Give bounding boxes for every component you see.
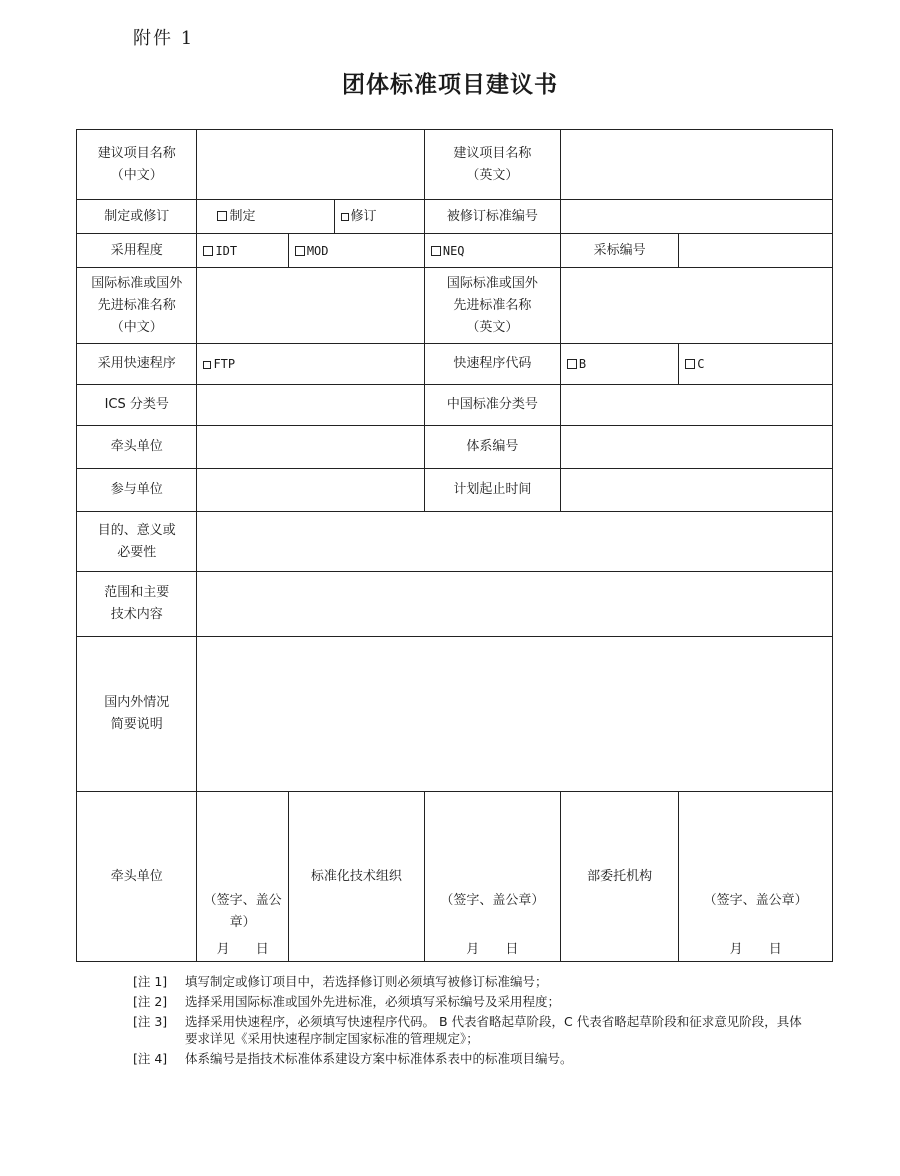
adopted-std-no-label: 采标编号: [560, 234, 678, 268]
make-or-revise-label: 制定或修订: [77, 200, 197, 234]
revise-option[interactable]: 修订: [334, 200, 424, 234]
system-no-field[interactable]: [560, 426, 832, 469]
adoption-degree-label: 采用程度: [77, 234, 197, 268]
note-text: 选择采用国际标准或国外先进标准，必须填写采标编号及采用程度；: [185, 994, 561, 1009]
idt-checkbox[interactable]: [203, 246, 213, 256]
participants-label: 参与单位: [77, 469, 197, 512]
project-name-cn-label: 建议项目名称 （中文）: [77, 130, 197, 200]
situation-label: 国内外情况 简要说明: [77, 637, 197, 792]
note-text: 选择采用快速程序，必须填写快速程序代码。 B 代表省略起草阶段，C 代表省略起草阶段和征求意见阶段，具体要求详见《采用快速程序制定国家标准的管理规定》；: [185, 1014, 802, 1046]
sign-lead-unit-cell[interactable]: [197, 792, 288, 962]
revised-std-no-label: 被修订标准编号: [424, 200, 560, 234]
intl-std-name-cn-label: 国际标准或国外 先进标准名称 （中文）: [77, 268, 197, 344]
b-option[interactable]: B: [560, 344, 678, 385]
scope-field[interactable]: [197, 572, 833, 637]
proposal-form-table: [76, 129, 833, 962]
note-1: [133, 973, 813, 990]
idt-option[interactable]: IDT: [197, 234, 288, 268]
fast-procedure-code-label: 快速程序代码: [424, 344, 560, 385]
revise-checkbox[interactable]: [341, 213, 349, 221]
sign-ministry-cell[interactable]: [679, 792, 833, 962]
project-name-en-field[interactable]: [560, 130, 832, 200]
participants-field[interactable]: [197, 469, 424, 512]
ministry-date-text: 月 日: [729, 942, 782, 957]
sign-lead-unit-label: 牵头单位: [77, 792, 197, 962]
purpose-label: 目的、意义或 必要性: [77, 512, 197, 572]
scope-label: 范围和主要 技术内容: [77, 572, 197, 637]
c-checkbox[interactable]: [685, 359, 695, 369]
note-2: [133, 993, 813, 1010]
situation-field[interactable]: [197, 637, 833, 792]
attachment-label: 附件 1: [133, 28, 195, 49]
purpose-field[interactable]: [197, 512, 833, 572]
note-tag: [注 4]: [133, 1051, 168, 1066]
lead-unit-date-text: 月 日: [216, 942, 269, 957]
mod-option[interactable]: MOD: [288, 234, 424, 268]
intl-std-name-cn-field[interactable]: [197, 268, 424, 344]
note-3: [133, 1013, 813, 1047]
ics-label: ICS 分类号: [77, 385, 197, 426]
neq-checkbox[interactable]: [431, 246, 441, 256]
note-tag: [注 2]: [133, 994, 168, 1009]
ftp-option[interactable]: FTP: [197, 344, 424, 385]
sign-tech-org-label: 标准化技术组织: [288, 792, 424, 962]
lead-unit-field[interactable]: [197, 426, 424, 469]
ministry-seal-text: （签字、盖公章）: [703, 893, 808, 908]
china-std-class-field[interactable]: [560, 385, 832, 426]
fast-procedure-label: 采用快速程序: [77, 344, 197, 385]
tech-org-seal-text: （签字、盖公章）: [440, 893, 545, 908]
plan-period-label: 计划起止时间: [424, 469, 560, 512]
make-checkbox[interactable]: [217, 211, 227, 221]
lead-unit-label: 牵头单位: [77, 426, 197, 469]
intl-std-name-en-field[interactable]: [560, 268, 832, 344]
project-name-cn-field[interactable]: [197, 130, 424, 200]
project-name-en-label: 建议项目名称 （英文）: [424, 130, 560, 200]
c-option[interactable]: C: [679, 344, 833, 385]
note-tag: [注 3]: [133, 1014, 168, 1029]
revised-std-no-field[interactable]: [560, 200, 832, 234]
sign-ministry-label: 部委托机构: [560, 792, 678, 962]
notes-section: [133, 973, 813, 1070]
neq-option[interactable]: NEQ: [424, 234, 560, 268]
system-no-label: 体系编号: [424, 426, 560, 469]
make-option[interactable]: 制定: [197, 200, 334, 234]
lead-unit-seal-text: （签字、盖公章）: [203, 893, 282, 930]
note-4: [133, 1050, 813, 1067]
intl-std-name-en-label: 国际标准或国外 先进标准名称 （英文）: [424, 268, 560, 344]
note-tag: [注 1]: [133, 974, 168, 989]
mod-checkbox[interactable]: [295, 246, 305, 256]
plan-period-field[interactable]: [560, 469, 832, 512]
ftp-checkbox[interactable]: [203, 361, 211, 369]
tech-org-date-text: 月 日: [466, 942, 519, 957]
b-checkbox[interactable]: [567, 359, 577, 369]
china-std-class-label: 中国标准分类号: [424, 385, 560, 426]
adopted-std-no-field[interactable]: [679, 234, 833, 268]
sign-tech-org-cell[interactable]: [424, 792, 560, 962]
note-text: 体系编号是指技术标准体系建设方案中标准体系表中的标准项目编号。: [185, 1051, 573, 1066]
note-text: 填写制定或修订项目中，若选择修订则必须填写被修订标准编号；: [185, 974, 548, 989]
ics-field[interactable]: [197, 385, 424, 426]
document-title: 团体标准项目建议书: [342, 72, 558, 98]
